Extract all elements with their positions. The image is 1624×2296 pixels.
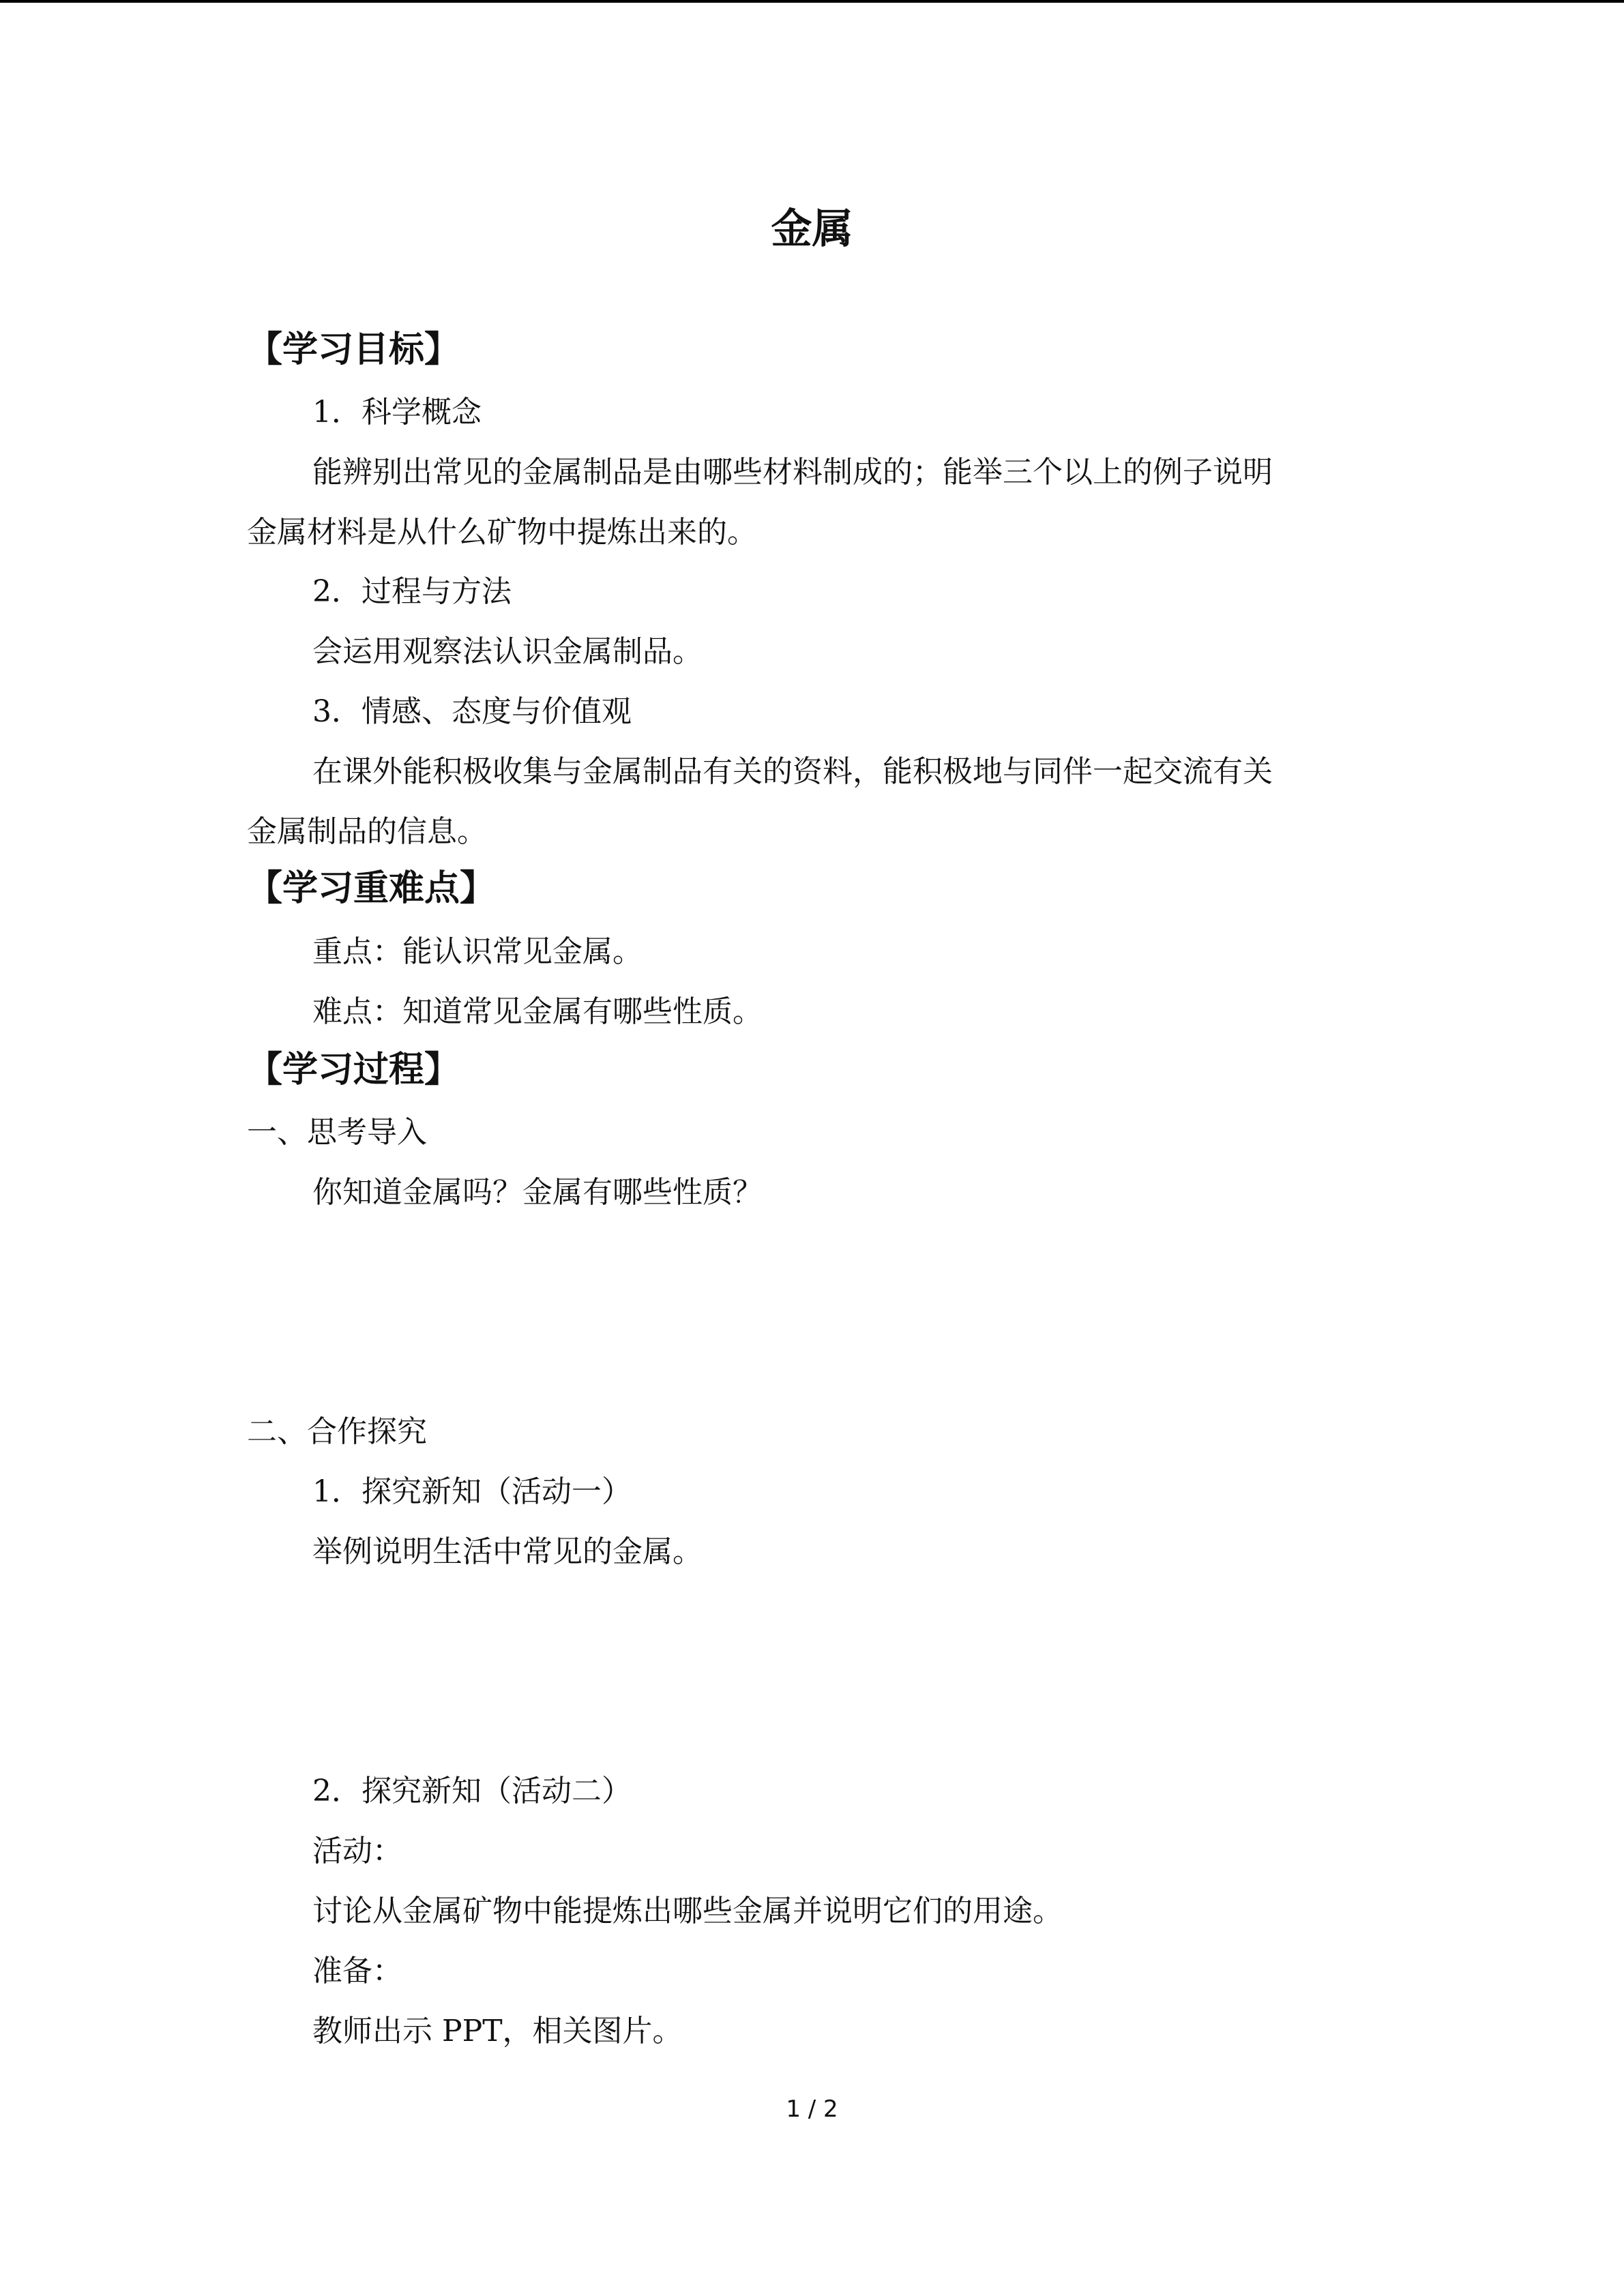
part-2-title: 二、合作探究 xyxy=(247,1414,427,1449)
objective-2-text: 会运用观察法认识金属制品。 xyxy=(312,634,703,669)
objective-3-line-1: 在课外能积极收集与金属制品有关的资料，能积极地与同伴一起交流有关 xyxy=(312,754,1273,789)
objective-1-line-2: 金属材料是从什么矿物中提炼出来的。 xyxy=(247,515,757,550)
activity-2-title: 2．探究新知（活动二） xyxy=(312,1774,632,1808)
part-1-question: 你知道金属吗？金属有哪些性质？ xyxy=(312,1175,763,1210)
preparation-text: 教师出示 PPT，相关图片。 xyxy=(312,2014,683,2048)
activity-1-text: 举例说明生活中常见的金属。 xyxy=(312,1534,703,1569)
activity-1-title: 1．探究新知（活动一） xyxy=(312,1474,632,1509)
key-point-difficulty: 难点：知道常见金属有哪些性质。 xyxy=(312,994,763,1029)
section-heading-objectives: 【学习目标】 xyxy=(247,329,460,370)
page-number: 1 / 2 xyxy=(786,2096,838,2123)
objective-1-title: 1．科学概念 xyxy=(312,395,482,430)
preparation-label: 准备： xyxy=(312,1954,402,1988)
objective-2-title: 2．过程与方法 xyxy=(312,574,512,609)
top-border-line xyxy=(0,0,1624,3)
section-heading-process: 【学习过程】 xyxy=(247,1049,460,1090)
activity-2-label: 活动： xyxy=(312,1834,402,1868)
key-point-focus: 重点：能认识常见金属。 xyxy=(312,934,643,969)
objective-3-line-2: 金属制品的信息。 xyxy=(247,814,487,849)
part-1-title: 一、思考导入 xyxy=(247,1115,427,1150)
page-title: 金属 xyxy=(771,205,853,253)
objective-3-title: 3．情感、态度与价值观 xyxy=(312,694,632,729)
activity-2-text: 讨论从金属矿物中能提炼出哪些金属并说明它们的用途。 xyxy=(312,1894,1063,1928)
section-heading-key-points: 【学习重难点】 xyxy=(247,868,496,909)
objective-1-line-1: 能辨别出常见的金属制品是由哪些材料制成的；能举三个以上的例子说明 xyxy=(312,455,1273,490)
